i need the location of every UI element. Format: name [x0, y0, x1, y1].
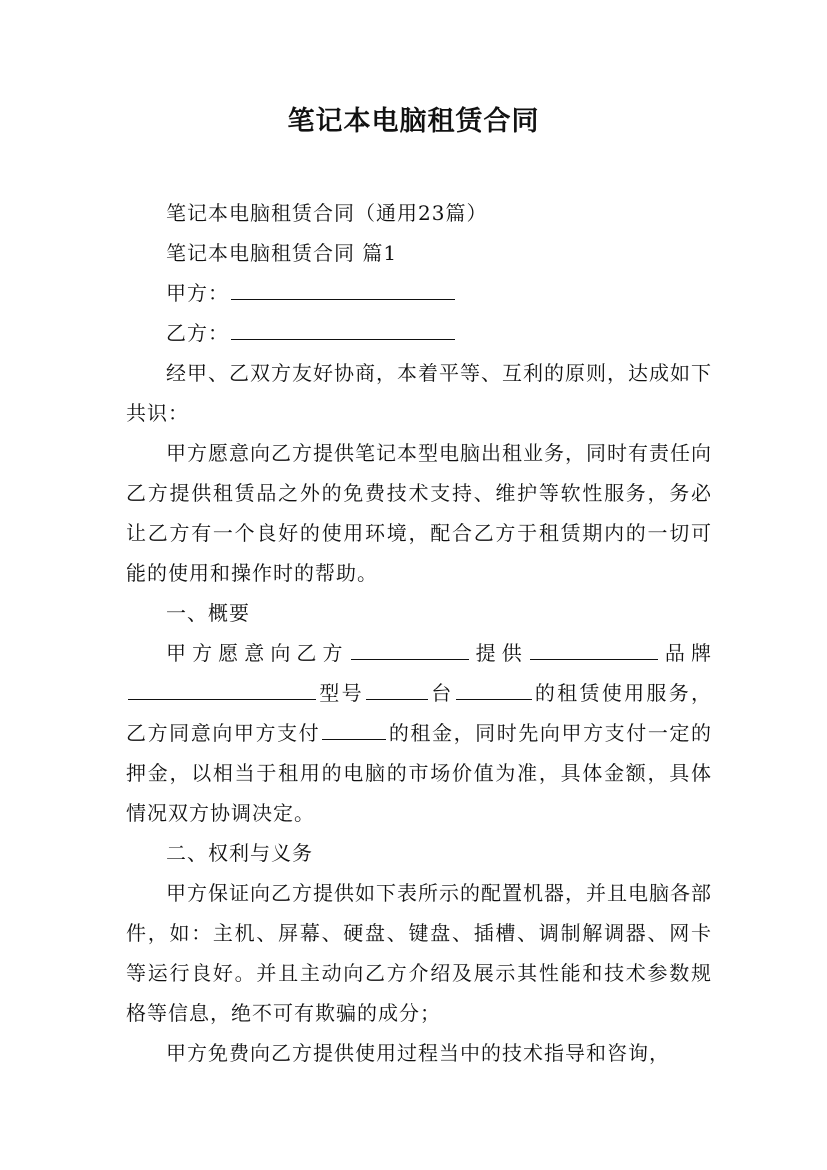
quantity-blank	[456, 673, 532, 700]
heading-rights: 二、权利与义务	[166, 841, 313, 865]
overview-text-6: 的租赁使用服务，	[533, 681, 713, 705]
document-body	[126, 193, 712, 1073]
party-a-line	[126, 273, 712, 313]
overview-paragraph	[126, 633, 712, 833]
overview-text-2: 提供	[470, 641, 528, 665]
document-title: 笔记本电脑租赁合同	[287, 106, 540, 137]
overview-text-4: 型号	[318, 681, 364, 705]
service-paragraph: 甲方愿意向乙方提供笔记本型电脑出租业务，同时有责任向乙方提供租赁品之外的免费技术支持、维护等软性服务，务必让乙方有一个良好的使用环境，配合乙方于租赁期内的一切可能的使用和操作时的帮助。	[126, 441, 712, 585]
overview-text-8: 的租金，同时先向甲方支付一定的押金，以相当于租用的电脑的市场价值为准，具体金额，具体情况双方协调决定。	[126, 721, 712, 825]
model-blank	[366, 673, 428, 700]
section-heading: 笔记本电脑租赁合同 篇1	[166, 241, 398, 265]
overview-text-3: 品牌	[659, 641, 713, 665]
overview-text-7: 乙方同意向甲方支付	[126, 721, 321, 745]
heading-overview: 一、概要	[166, 601, 250, 625]
party-b-blank	[231, 313, 455, 340]
party-b-label: 乙方：	[166, 321, 229, 345]
support-paragraph: 甲方免费向乙方提供使用过程当中的技术指导和咨询，	[166, 1041, 670, 1065]
supply-blank	[530, 633, 658, 660]
document-subtitle: 笔记本电脑租赁合同（通用23篇）	[166, 201, 488, 225]
lessee-blank	[351, 633, 469, 660]
overview-text-5: 台	[429, 681, 454, 705]
party-a-label: 甲方：	[166, 281, 229, 305]
intro-paragraph: 经甲、乙双方友好协商，本着平等、互利的原则，达成如下共识：	[126, 361, 712, 425]
configuration-paragraph: 甲方保证向乙方提供如下表所示的配置机器，并且电脑各部件，如：主机、屏幕、硬盘、键盘、插槽、调制解调器、网卡等运行良好。并且主动向乙方介绍及展示其性能和技术参数规格等信息，绝不可有欺骗的成分；	[126, 881, 712, 1025]
brand-blank	[128, 673, 316, 700]
overview-text-1: 甲方愿意向乙方	[166, 641, 349, 665]
party-b-line	[126, 313, 712, 353]
rent-blank	[322, 713, 386, 740]
party-a-blank	[231, 273, 455, 300]
